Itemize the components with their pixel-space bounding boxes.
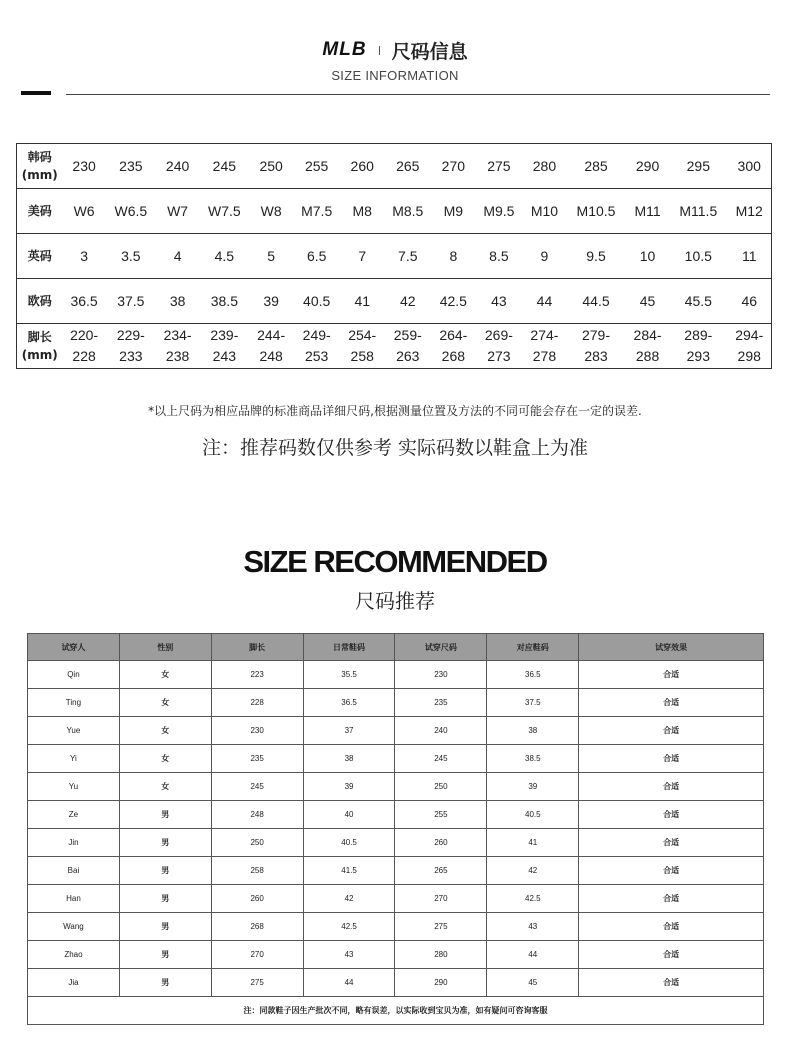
recommended-cell: 43 [303, 941, 395, 969]
size-cell: 5 [250, 234, 293, 279]
recommended-cell: 260 [395, 829, 487, 857]
size-cell: 7 [341, 234, 384, 279]
size-cell: 7.5 [384, 234, 432, 279]
recommended-cell: 235 [395, 689, 487, 717]
size-cell [669, 324, 727, 369]
size-cell: 42 [384, 279, 432, 324]
size-cell-line: 288 [635, 348, 660, 364]
recommended-cell: 38.5 [487, 745, 579, 773]
recommended-cell: 230 [395, 661, 487, 689]
size-cell: 36.5 [63, 279, 106, 324]
recommended-cell: 44 [487, 941, 579, 969]
recommended-cell: 合适 [579, 857, 764, 885]
recommended-column-header: 试穿人 [28, 634, 120, 661]
size-cell: 8 [432, 234, 475, 279]
size-cell: 245 [212, 158, 237, 174]
recommended-cell: Ting [28, 689, 120, 717]
size-cell-line: 268 [441, 348, 466, 364]
page-subtitle: SIZE INFORMATION [331, 68, 459, 83]
size-cell-line: 248 [259, 348, 283, 364]
recommended-row [28, 745, 764, 773]
recommended-cell: 275 [395, 913, 487, 941]
recommended-table [27, 633, 764, 1025]
size-cell [626, 324, 669, 369]
size-cell: 46 [727, 279, 771, 324]
recommended-cell: Zhao [28, 941, 120, 969]
recommended-cell: 合适 [579, 913, 764, 941]
recommended-cell: 258 [211, 857, 303, 885]
size-cell-line: 284- [633, 327, 662, 343]
size-cell [475, 324, 523, 369]
size-cell-line: 258 [350, 348, 374, 364]
size-cell: 10 [626, 234, 669, 279]
size-cell-line: 298 [737, 348, 761, 364]
size-row-label-text: 韩码 [27, 150, 52, 164]
size-cell: 44 [523, 279, 566, 324]
size-cell: 295 [686, 158, 710, 174]
size-row [17, 234, 772, 279]
recommended-cell: 245 [395, 745, 487, 773]
recommended-column-header: 日常鞋码 [303, 634, 395, 661]
size-cell [106, 324, 156, 369]
recommended-cell: 男 [119, 857, 211, 885]
size-cell: M8 [341, 189, 384, 234]
recommended-row [28, 689, 764, 717]
size-cell-line: 289- [684, 327, 713, 343]
recommended-cell: 230 [211, 717, 303, 745]
recommended-cell: Bai [28, 857, 120, 885]
size-row-label [17, 144, 63, 189]
size-cell [156, 324, 199, 369]
recommended-cell: 39 [303, 773, 395, 801]
recommended-cell: 39 [487, 773, 579, 801]
size-cell: 37.5 [106, 279, 156, 324]
recommended-cell: 245 [211, 773, 303, 801]
size-cell: 3 [63, 234, 106, 279]
recommended-cell: 38 [303, 745, 395, 773]
size-cell: W6.5 [106, 189, 156, 234]
recommended-column-header: 试穿效果 [579, 634, 764, 661]
size-cell-line: 274- [530, 327, 559, 343]
size-cell: M9 [432, 189, 475, 234]
size-cell-line: 220- [70, 327, 99, 343]
size-cell: 11 [727, 234, 771, 279]
size-cell: 250 [259, 158, 283, 174]
size-cell: M7.5 [293, 189, 341, 234]
size-cell: M9.5 [475, 189, 523, 234]
size-disclaimer: *以上尺码为相应品牌的标准商品详细尺码,根据测量位置及方法的不同可能会存在一定的误差. [148, 404, 642, 418]
size-cell: 6.5 [293, 234, 341, 279]
recommended-row [28, 661, 764, 689]
size-cell: 285 [584, 158, 608, 174]
recommended-cell: 男 [119, 801, 211, 829]
recommended-cell: Yue [28, 717, 120, 745]
recommended-cell: 36.5 [487, 661, 579, 689]
recommended-cell: 合适 [579, 745, 764, 773]
recommended-title: SIZE RECOMMENDED [243, 544, 547, 579]
size-cell-line: 263 [396, 348, 420, 364]
recommendation-note: 注：推荐码数仅供参考 实际码数以鞋盒上为准 [201, 437, 589, 459]
size-cell-line: 293 [686, 348, 710, 364]
recommended-column-header: 对应鞋码 [487, 634, 579, 661]
size-cell: 42.5 [432, 279, 475, 324]
size-cell-line: 228 [72, 348, 96, 364]
recommended-cell: 228 [211, 689, 303, 717]
recommended-row [28, 773, 764, 801]
size-row [17, 189, 772, 234]
size-cell: 4 [156, 234, 199, 279]
size-cell: 3.5 [106, 234, 156, 279]
brand-logo: MLB [322, 39, 367, 60]
size-cell-line: 294- [735, 327, 764, 343]
recommended-cell: 235 [211, 745, 303, 773]
size-row-label-text: 脚长 [27, 330, 52, 344]
size-cell: 230 [72, 158, 96, 174]
header-title-row [0, 36, 790, 64]
size-cell: 260 [350, 158, 374, 174]
header-accent-rule [21, 91, 51, 95]
size-row-unit: (mm) [21, 168, 58, 182]
size-cell-line: 264- [439, 327, 468, 343]
size-cell-line: 233 [119, 348, 143, 364]
size-cell-line: 243 [212, 348, 237, 364]
recommended-column-header: 脚长 [211, 634, 303, 661]
recommended-cell: Jin [28, 829, 120, 857]
size-cell: 280 [532, 158, 557, 174]
recommended-cell: 270 [395, 885, 487, 913]
size-cell: 38 [156, 279, 199, 324]
size-cell [341, 324, 384, 369]
brand-separator [379, 46, 380, 55]
size-cell: 43 [475, 279, 523, 324]
size-cell: M10 [523, 189, 566, 234]
recommended-cell: 270 [211, 941, 303, 969]
size-cell-line: 278 [532, 348, 557, 364]
recommended-row [28, 717, 764, 745]
recommended-cell: 42 [487, 857, 579, 885]
recommended-cell: 合适 [579, 885, 764, 913]
size-cell: 270 [441, 158, 466, 174]
size-cell: M10.5 [566, 189, 626, 234]
recommended-subtitle: 尺码推荐 [355, 589, 435, 613]
size-cell: 9.5 [566, 234, 626, 279]
size-cell: 41 [341, 279, 384, 324]
size-cell: 44.5 [566, 279, 626, 324]
recommended-cell: 男 [119, 969, 211, 997]
recommended-cell: 37.5 [487, 689, 579, 717]
size-cell-line: 239- [210, 327, 239, 343]
size-conversion-table [16, 143, 772, 369]
recommended-row [28, 829, 764, 857]
recommended-cell: 265 [395, 857, 487, 885]
recommended-cell: 合适 [579, 773, 764, 801]
recommended-cell: 42 [303, 885, 395, 913]
size-cell: 8.5 [475, 234, 523, 279]
recommended-cell: 248 [211, 801, 303, 829]
recommended-cell: 250 [395, 773, 487, 801]
size-cell: 10.5 [669, 234, 727, 279]
recommended-cell: 男 [119, 829, 211, 857]
recommended-cell: 男 [119, 913, 211, 941]
recommended-cell: 37 [303, 717, 395, 745]
recommended-cell: 260 [211, 885, 303, 913]
recommended-cell: Han [28, 885, 120, 913]
recommended-cell: 36.5 [303, 689, 395, 717]
size-cell-line: 279- [581, 327, 611, 343]
page-title: 尺码信息 [391, 40, 468, 63]
recommended-cell: 42.5 [303, 913, 395, 941]
recommended-cell: Wang [28, 913, 120, 941]
size-cell [727, 324, 771, 369]
recommended-cell: 合适 [579, 969, 764, 997]
size-row-label [17, 234, 63, 279]
recommended-cell: 223 [211, 661, 303, 689]
recommended-cell: 38 [487, 717, 579, 745]
size-cell: 255 [304, 158, 329, 174]
recommended-cell: Jia [28, 969, 120, 997]
recommended-cell: 男 [119, 941, 211, 969]
recommended-row [28, 969, 764, 997]
size-row-label [17, 189, 63, 234]
size-cell-line: 238 [165, 348, 190, 364]
size-cell: W7 [156, 189, 199, 234]
size-cell: 4.5 [199, 234, 249, 279]
size-row-label [17, 324, 63, 369]
size-cell-line: 254- [348, 327, 377, 343]
size-row-label [17, 279, 63, 324]
size-cell: 45.5 [669, 279, 727, 324]
recommended-row [28, 913, 764, 941]
recommended-footnote: 注：同款鞋子因生产批次不同，略有误差，以实际收到宝贝为准，如有疑问可咨询客服 [28, 997, 764, 1025]
size-cell: M11.5 [669, 189, 727, 234]
recommended-cell: Qin [28, 661, 120, 689]
recommended-cell: 40.5 [487, 801, 579, 829]
size-cell: M8.5 [384, 189, 432, 234]
recommended-cell: 280 [395, 941, 487, 969]
size-cell: 39 [250, 279, 293, 324]
recommended-column-header: 试穿尺码 [395, 634, 487, 661]
recommended-row [28, 885, 764, 913]
size-cell [250, 324, 293, 369]
size-cell: 38.5 [199, 279, 249, 324]
recommended-cell: 41 [487, 829, 579, 857]
recommended-cell: 45 [487, 969, 579, 997]
recommended-cell: 女 [119, 661, 211, 689]
size-cell: 265 [396, 158, 420, 174]
recommended-row [28, 801, 764, 829]
recommended-cell: 290 [395, 969, 487, 997]
page-header [0, 36, 790, 83]
recommended-cell: 255 [395, 801, 487, 829]
size-row [17, 324, 772, 369]
size-cell: M12 [727, 189, 771, 234]
recommended-cell: 女 [119, 745, 211, 773]
recommended-cell: 合适 [579, 689, 764, 717]
size-row-unit: (mm) [21, 348, 58, 362]
size-cell-line: 244- [257, 327, 286, 343]
size-cell-line: 249- [302, 327, 331, 343]
size-cell: 300 [737, 158, 761, 174]
recommended-cell: 合适 [579, 661, 764, 689]
size-row-label-text: 英码 [27, 249, 52, 263]
recommended-cell: 35.5 [303, 661, 395, 689]
size-cell: 290 [635, 158, 660, 174]
recommended-cell: 275 [211, 969, 303, 997]
recommended-header-row [28, 634, 764, 661]
recommended-cell: 44 [303, 969, 395, 997]
size-cell: 9 [523, 234, 566, 279]
recommended-cell: 女 [119, 773, 211, 801]
size-cell [384, 324, 432, 369]
recommended-cell: 41.5 [303, 857, 395, 885]
size-row-label-text: 美码 [27, 204, 52, 218]
size-cell [523, 324, 566, 369]
size-cell: W6 [63, 189, 106, 234]
size-cell: 235 [119, 158, 143, 174]
recommended-cell: 合适 [579, 801, 764, 829]
size-cell-line: 259- [393, 327, 422, 343]
size-cell-line: 253 [304, 348, 329, 364]
recommended-cell: 40 [303, 801, 395, 829]
recommended-cell: 43 [487, 913, 579, 941]
recommended-row [28, 857, 764, 885]
recommended-cell: Yi [28, 745, 120, 773]
recommended-cell: 250 [211, 829, 303, 857]
size-cell: M11 [626, 189, 669, 234]
size-cell [432, 324, 475, 369]
size-row [17, 144, 772, 189]
size-cell-line: 269- [484, 327, 513, 343]
recommended-footer-row [28, 997, 764, 1025]
recommended-column-header: 性别 [119, 634, 211, 661]
size-row [17, 279, 772, 324]
size-cell [293, 324, 341, 369]
size-cell: 275 [487, 158, 511, 174]
recommended-cell: 合适 [579, 829, 764, 857]
recommended-cell: 男 [119, 885, 211, 913]
recommended-cell: 合适 [579, 941, 764, 969]
recommended-cell: 268 [211, 913, 303, 941]
size-cell: W8 [250, 189, 293, 234]
size-cell [199, 324, 249, 369]
recommended-cell: Ze [28, 801, 120, 829]
recommended-cell: 40.5 [303, 829, 395, 857]
size-cell-line: 283 [584, 348, 608, 364]
recommended-row [28, 941, 764, 969]
header-divider [66, 94, 770, 95]
size-cell-line: 229- [116, 327, 145, 343]
size-row-label-text: 欧码 [27, 294, 52, 308]
size-cell: 45 [626, 279, 669, 324]
recommended-cell: Yu [28, 773, 120, 801]
size-cell-line: 234- [163, 327, 192, 343]
recommended-cell: 42.5 [487, 885, 579, 913]
recommended-cell: 合适 [579, 717, 764, 745]
size-cell: 40.5 [293, 279, 341, 324]
recommended-cell: 女 [119, 689, 211, 717]
size-cell [566, 324, 626, 369]
size-cell-line: 273 [487, 348, 511, 364]
recommended-cell: 240 [395, 717, 487, 745]
size-cell: 240 [165, 158, 190, 174]
recommended-cell: 女 [119, 717, 211, 745]
size-cell [63, 324, 106, 369]
size-cell: W7.5 [199, 189, 249, 234]
